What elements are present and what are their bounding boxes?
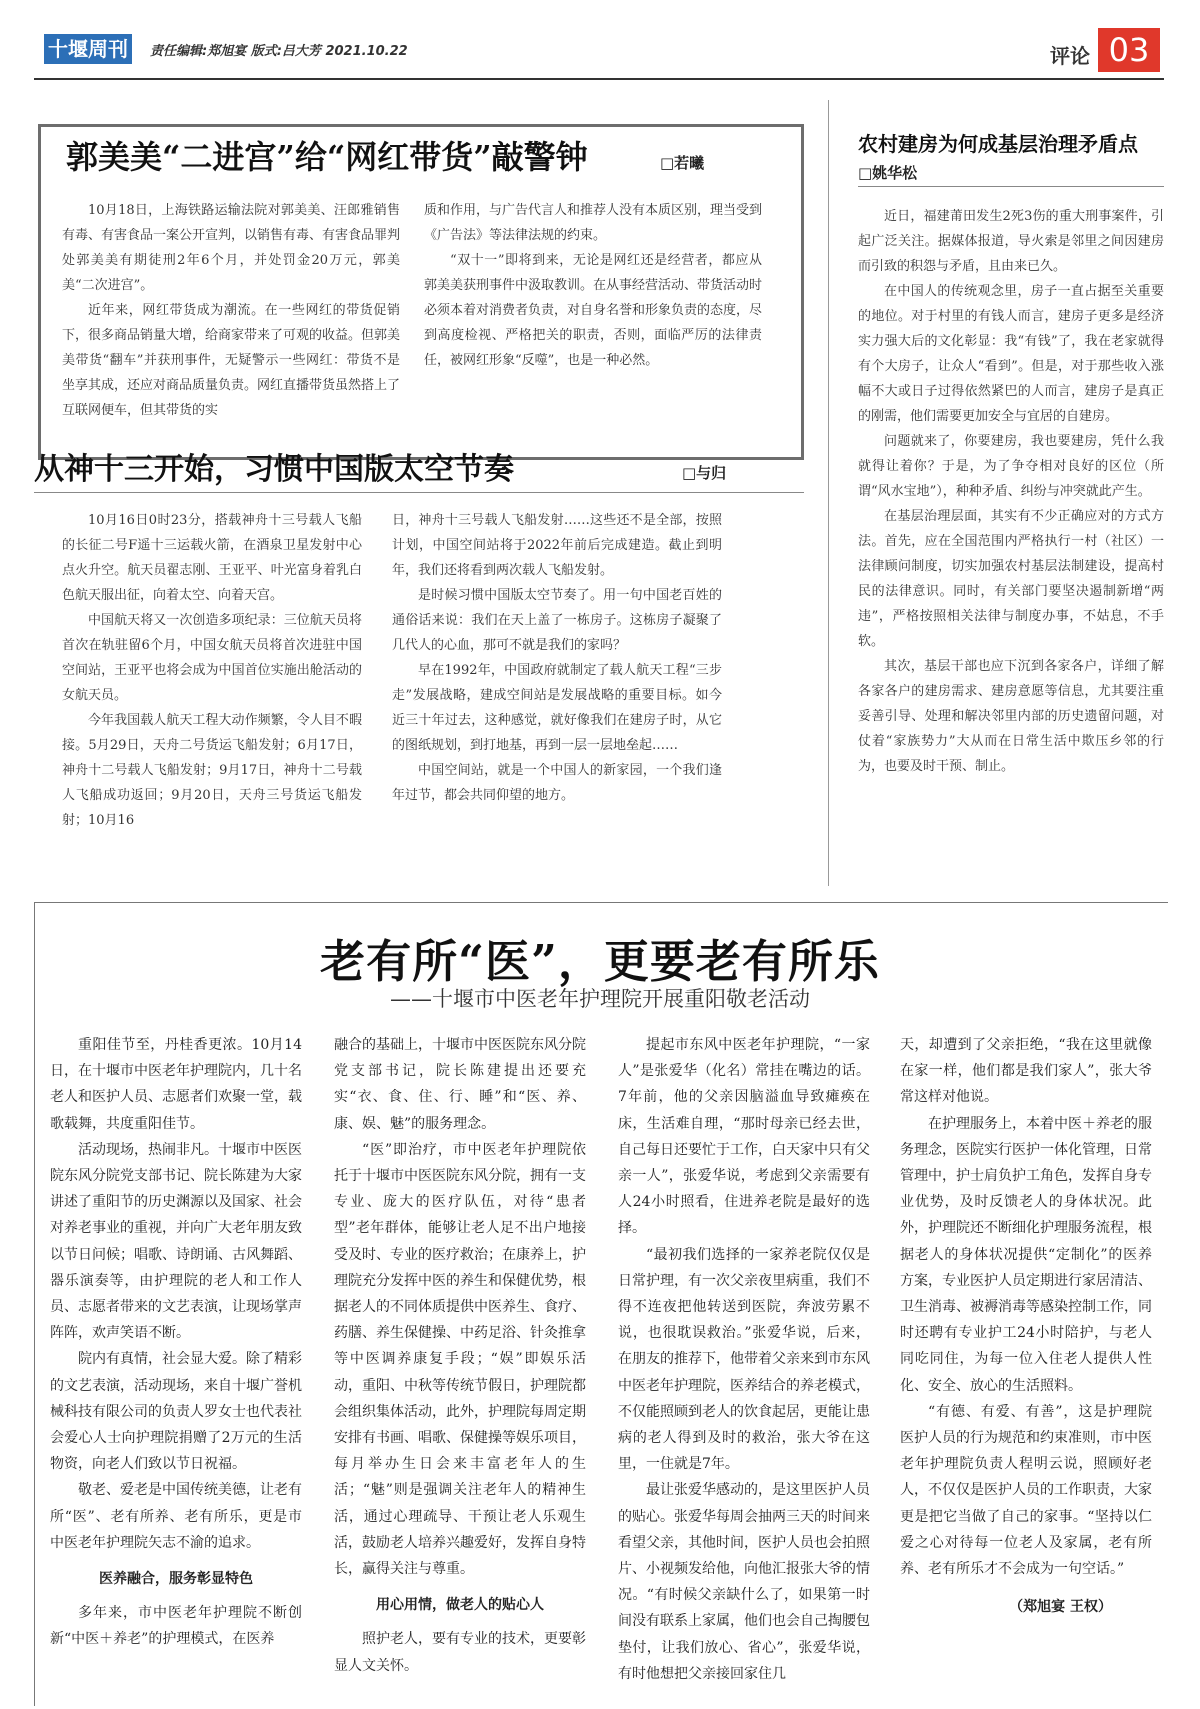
article1-col1 [62, 198, 400, 423]
article3-title-rule [858, 186, 1164, 187]
paragraph: 中国空间站，就是一个中国人的新家园，一个我们逢年过节，都会共同仰望的地方。 [392, 763, 722, 803]
paragraph: 近日，福建莆田发生2死3伤的重大刑事案件，引起广泛关注。据媒体报道，导火索是邻里之间因建房而引致的积怨与矛盾，且由来已久。 [858, 209, 1164, 274]
paragraph: 在中国人的传统观念里，房子一直占据至关重要的地位。对于村里的有钱人而言，建房子更多是经济实力强大后的文化彰显：我“有钱”了，我在老家就得有个大房子，让众人“看到”。但是，对于那些收入涨幅不大或日子过得依然紧巴的人而言，建房子是真正的刚需，他们需要更加安全与宜居的自建房。 [858, 284, 1164, 424]
masthead-logo: 十堰周刊 [44, 34, 132, 64]
paragraph: “最初我们选择的一家养老院仅仅是日常护理，有一次父亲夜里病重，我们不得不连夜把他转送到医院，奔波劳累不说，也很耽误救治。”张爱华说，后来，在朋友的推荐下，他带着父亲来到市东风中医老年护理院，医养结合的养老模式，不仅能照顾到老人的饮食起居，更能让患病的老人得到及时的救治，张大爷在这里，一住就是7年。 [618, 1246, 870, 1473]
paragraph: 最让张爱华感动的，是这里医护人员的贴心。张爱华每周会抽两三天的时间来看望父亲，其他时间，医护人员也会拍照片、小视频发给他，向他汇报张大爷的情况。“有时候父亲缺什么了，如果第一时间没有联系上家属，他们也会自己掏腰包垫付，让我们放心、省心”，张爱华说，有时他想把父亲接回家住几 [618, 1482, 870, 1682]
article2-col1 [62, 508, 362, 833]
paragraph: 近年来，网红带货成为潮流。在一些网红的带货促销下，很多商品销量大增，给商家带来了可观的收益。但郭美美带货“翻车”并获刑事件，无疑警示一些网红：带货不是坐享其成，还应对商品质量负责。网红直播带货虽然搭上了互联网便车，但其带货的实 [62, 303, 401, 418]
article3-title: 农村建房为何成基层治理矛盾点 [858, 132, 1138, 156]
article4-subhead-2: 用心用情，做老人的贴心人 [376, 1597, 544, 1614]
paragraph: 提起市东风中医老年护理院，“一家人”是张爱华（化名）常挂在嘴边的话。7年前，他的父亲因脑溢血导致瘫痪在床，生活难自理，“那时母亲已经去世，自己每日还要忙于工作，白天家中只有父亲一人”，张爱华说，考虑到父亲需要有人24小时照看，住进养老院是最好的选择。 [618, 1037, 870, 1237]
article2-title: 从神十三开始，习惯中国版太空节奏 [34, 452, 514, 487]
article3-body [858, 204, 1164, 779]
paragraph: 问题就来了，你要建房，我也要建房，凭什么我就得让着你？于是，为了争夺相对良好的区位（所谓“风水宝地”），种种矛盾、纠纷与冲突就此产生。 [858, 434, 1164, 499]
page-number-badge: 03 [1098, 28, 1160, 72]
paragraph: 中国航天将又一次创造多项纪录：三位航天员将首次在轨驻留6个月，中国女航天员将首次进驻中国空间站，王亚平也将会成为中国首位实施出舱活动的女航天员。 [62, 613, 362, 703]
paragraph: 是时候习惯中国版太空节奏了。用一句中国老百姓的通俗话来说：我们在天上盖了一栋房子。这栋房子凝聚了几代人的心血，那可不就是我们的家吗？ [392, 588, 722, 653]
paragraph: 在护理服务上，本着中医＋养老的服务理念，医院实行医护一体化管理，日常管理中，护士肩负护工角色，发挥自身专业优势，及时反馈老人的身体状况。此外，护理院还不断细化护理服务流程，根据老人的身体状况提供“定制化”的医养方案，专业医护人员定期进行家居清洁、卫生消毒、被褥消毒等感染控制工作，同时还聘有专业护工24小时陪护，与老人同吃同住，为每一位入住老人提供人性化、安全、放心的生活照料。 [900, 1115, 1152, 1394]
paragraph: “有德、有爱、有善”，这是护理院医护人员的行为规范和约束准则，市中医老年护理院负责人程明云说，照顾好老人，不仅仅是医护人员的工作职责，大家更是把它当做了自己的家事。“坚持以仁爱之心对待每一位老人及家属，老有所养、老有所乐才不会成为一句空话。” [900, 1403, 1152, 1578]
paragraph: 10月18日，上海铁路运输法院对郭美美、汪郎雅销售有毒、有害食品一案公开宣判，以销售有毒、有害食品罪判处郭美美有期徒刑2年6个月，并处罚金20万元，郭美美“二次进宫”。 [62, 203, 401, 293]
article4-subtitle: ——十堰市中医老年护理院开展重阳敬老活动 [390, 987, 810, 1011]
article2-title-rule [34, 492, 804, 493]
article4-col3 [618, 1032, 870, 1687]
column-divider [828, 100, 829, 886]
paragraph: 天，却遭到了父亲拒绝，“我在这里就像在家一样，他们都是我们家人”，张大爷常这样对他说。 [900, 1037, 1152, 1106]
paragraph: “医”即治疗，市中医老年护理院依托于十堰市中医医院东风分院，拥有一支专业、庞大的医疗队伍，对待“患者型”老年群体，能够让老人足不出户地接受及时、专业的医疗救治；在康养上，护理院充分发挥中医的养生和保健优势，根据老人的不同体质提供中医养生、食疗、药膳、养生保健操、中药足浴、针灸推拿等中医调养康复手段；“娱”即娱乐活动，重阳、中秋等传统节假日，护理院都会组织集体活动，此外，护理院每周定期安排有书画、唱歌、保健操等娱乐项目，每月举办生日会来丰富老年人的生活；“魅”则是强调关注老年人的精神生活，通过心理疏导、干预让老人乐观生活，鼓励老人培养兴趣爱好，发挥自身特长，赢得关注与尊重。 [334, 1141, 586, 1578]
editor-line: 责任编辑:郑旭宴 版式:吕大芳 2021.10.22 [150, 44, 408, 59]
paragraph: “双十一”即将到来，无论是网红还是经营者，都应从郭美美获刑事件中汲取教训。在从事经营活动、带货活动时必须本着对消费者负责，对自身名誉和形象负责的态度，尽到高度检视、严格把关的职责，否则，面临严厉的法律责任，被网红形象“反噬”，也是一种必然。 [424, 253, 763, 368]
article4-credit: （郑旭宴 王权） [1009, 1599, 1112, 1616]
paragraph: 敬老、爱老是中国传统美德，让老有所“医”、老有所养、老有所乐，更是市中医老年护理院矢志不渝的追求。 [50, 1482, 302, 1551]
header-rule [34, 78, 1164, 80]
paragraph: 10月16日0时23分，搭载神舟十三号载人飞船的长征二号F遥十三运载火箭，在酒泉卫星发射中心点火升空。航天员翟志刚、王亚平、叶光富身着乳白色航天服出征，向着太空、向着天宫。 [62, 513, 362, 603]
paragraph: 院内有真情，社会显大爱。除了精彩的文艺表演，活动现场，来自十堰广誉机械科技有限公司的负责人罗女士也代表社会爱心人士向护理院捐赠了2万元的生活物资，向老人们致以节日祝福。 [50, 1351, 302, 1473]
article4-col2 [334, 1032, 586, 1679]
article2-col2 [392, 508, 722, 808]
paragraph: 日，神舟十三号载人飞船发射……这些还不是全部，按照计划，中国空间站将于2022年前后完成建造。截止到明年，我们还将看到两次载人飞船发射。 [392, 513, 722, 578]
article1-col2 [424, 198, 762, 373]
paragraph: 质和作用，与广告代言人和推荐人没有本质区别，理当受到《广告法》等法律法规的约束。 [424, 203, 763, 243]
article4-col4 [900, 1032, 1152, 1620]
article4-title: 老有所“医”，更要老有所乐 [320, 935, 880, 988]
article4-col1 [50, 1032, 302, 1653]
paragraph: 重阳佳节至，丹桂香更浓。10月14日，在十堰市中医老年护理院内，几十名老人和医护人员、志愿者们欢聚一堂，载歌载舞，共度重阳佳节。 [50, 1037, 302, 1132]
article1-byline: □若曦 [660, 154, 705, 172]
article3-byline: □姚华松 [858, 164, 918, 182]
section-label: 评论 [1050, 44, 1090, 68]
paragraph: 多年来，市中医老年护理院不断创新“中医＋养老”的护理模式，在医养 [50, 1605, 302, 1648]
paragraph: 融合的基础上，十堰市中医医院东风分院党支部书记，院长陈建提出还要充实“衣、食、住、行、睡”和“医、养、康、娱、魅”的服务理念。 [334, 1037, 586, 1132]
paragraph: 其次，基层干部也应下沉到各家各户，详细了解各家各户的建房需求、建房意愿等信息，尤其要注重妥善引导、处理和解决邻里内部的历史遗留问题，对仗着“家族势力”大从而在日常生活中欺压乡邻的行为，也要及时干预、制止。 [858, 659, 1164, 774]
article1-title: 郭美美“二进宫”给“网红带货”敲警钟 [66, 138, 588, 176]
paragraph: 照护老人，要有专业的技术，更要彰显人文关怀。 [334, 1631, 586, 1674]
paragraph: 今年我国载人航天工程大动作频繁，令人目不暇接。5月29日，天舟二号货运飞船发射；6月17日，神舟十二号载人飞船发射；9月17日，神舟十二号载人飞船成功返回；9月20日，天舟三号货运飞船发射；10月16 [62, 713, 362, 828]
paragraph: 活动现场，热闹非凡。十堰市中医医院东风分院党支部书记、院长陈建为大家讲述了重阳节的历史渊源以及国家、社会对养老事业的重视，并向广大老年朋友致以节日问候；唱歌、诗朗诵、古风舞蹈、器乐演奏等，由护理院的老人和工作人员、志愿者带来的文艺表演，让现场掌声阵阵，欢声笑语不断。 [50, 1141, 302, 1342]
article4-subhead-1: 医养融合，服务彰显特色 [99, 1571, 253, 1588]
paragraph: 在基层治理层面，其实有不少正确应对的方式方法。首先，应在全国范围内严格执行一村（社区）一法律顾问制度，切实加强农村基层法制建设，提高村民的法律意识。同时，有关部门要坚决遏制新增“两违”，严格按照相关法律与制度办事，不姑息，不手软。 [858, 509, 1164, 649]
paragraph: 早在1992年，中国政府就制定了载人航天工程“三步走”发展战略，建成空间站是发展战略的重要目标。如今近三十年过去，这种感觉，就好像我们在建房子时，从它的图纸规划，到打地基，再到一层一层地垒起…… [392, 663, 722, 753]
article2-byline: □与归 [682, 464, 727, 482]
